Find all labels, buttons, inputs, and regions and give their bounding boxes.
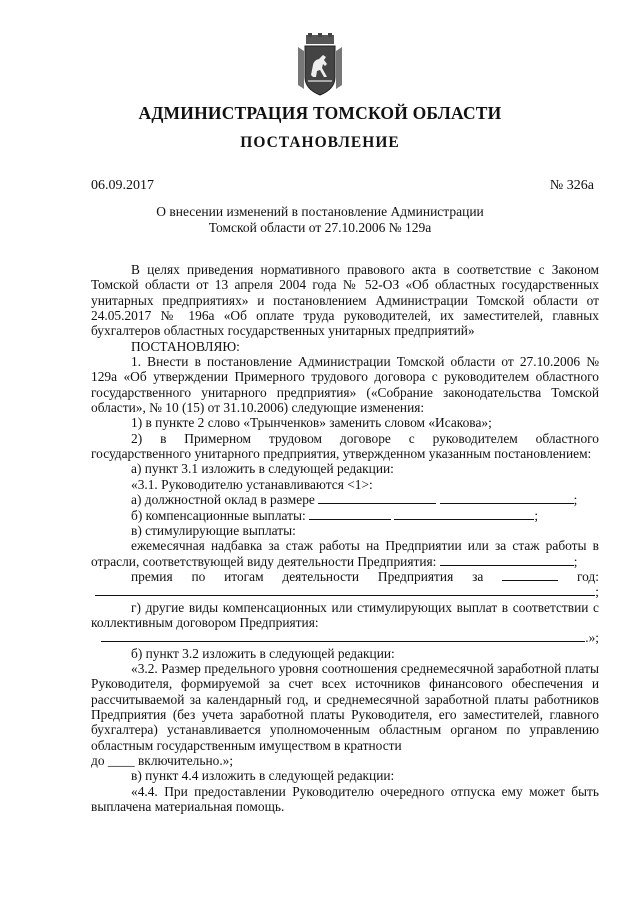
premium-word: деятельности [282, 568, 360, 584]
doc-subject [0, 204, 640, 235]
subitem-c: в) пункт 4.4 изложить в следующей редакции: [131, 768, 395, 784]
clause-3-2: «3.2. Размер предельного уровня соотношения среднемесячной заработной платы Руководителя, формируемой за счет всех источников финансового обеспечения и рассчитываемой за календарный год, и среднемесячной заработной платы работников Предприятия (без учета заработной платы Руководителя, его заместителей, главного бухгалтера) устанавливается уполномоченным областным органом по управлению областным государственным имуществом в кратности [91, 660, 599, 753]
decree-word: ПОСТАНОВЛЯЮ: [131, 338, 240, 354]
org-title: АДМИНИСТРАЦИЯ ТОМСКОЙ ОБЛАСТИ [138, 103, 502, 123]
subitem-a: а) пункт 3.1 изложить в следующей редакции: [131, 461, 394, 477]
preamble: В целях приведения нормативного правового акта в соответствие с Законом Томской области от 13 апреля 2004 года № 52-ОЗ «Об областных государственных унитарных предприятиях» и постановлением Администрации Томской области от 24.05.2017 № 196а «Об оплате труда руководителей, их заместителей, главных бухгалтеров областных государственных унитарных предприятий» [91, 262, 599, 339]
clause-4-4: «4.4. При предоставлении Руководителю очередного отпуска ему может быть выплачена материальная помощь. [91, 783, 599, 815]
premium-word: по [191, 568, 206, 584]
subject-line-2: Томской области от 27.10.2006 № 129а [208, 219, 432, 235]
item-1-2: 2) в Примерном трудовом договоре с руководителем областного государственного унитарного предприятия, утвержденном указанным постановлением: [91, 430, 599, 462]
clause-3-1: «3.1. Руководителю устанавливаются <1>: [131, 476, 373, 492]
bonus-line: ежемесячная надбавка за стаж работы на Предприятии или за стаж работы в отрасли, соответствующей виду деятельности Предприятия: ; [91, 538, 599, 569]
comp-line: б) компенсационные выплаты: ; [131, 507, 539, 523]
doc-body [91, 262, 599, 814]
doc-number: № 326а [549, 178, 594, 193]
premium-word: за [472, 568, 484, 584]
blank-line [394, 508, 534, 520]
blank-line [318, 492, 436, 504]
doc-type: ПОСТАНОВЛЕНИЕ [240, 134, 400, 151]
tomsk-coat-of-arms-icon [294, 33, 346, 97]
premium-word: год: [576, 568, 599, 584]
stim-line: в) стимулирующие выплаты: [131, 522, 296, 538]
blank-line [95, 584, 595, 596]
blank-line [502, 569, 558, 581]
clause-3-2-end: до ____ включительно.»; [91, 753, 234, 768]
premium-blank-row: ; [91, 584, 599, 599]
blank-line [440, 492, 574, 504]
premium-line [91, 569, 599, 584]
premium-word: премия [131, 568, 173, 584]
doc-date: 06.09.2017 [91, 178, 154, 193]
other-payments: г) другие виды компенсационных или стимулирующих выплат в соответствии с коллективным договором Предприятия: [91, 599, 599, 630]
salary-line: а) должностной оклад в размере ; [131, 492, 578, 508]
comp-label: б) компенсационные выплаты: [131, 507, 306, 523]
other-blank-row [91, 630, 599, 645]
bonus-text: ежемесячная надбавка за стаж работы на Предприятии или за стаж работы в отрасли, соответствующей виду деятельности Предприятия: [91, 538, 599, 569]
end-quote: .»; [585, 630, 599, 646]
subitem-b: б) пункт 3.2 изложить в следующей редакции: [131, 645, 395, 661]
item-1-1: 1) в пункте 2 слово «Трынченков» заменить словом «Исакова»; [131, 415, 492, 431]
blank-line [101, 630, 585, 642]
blank-line [309, 508, 391, 520]
premium-word: Предприятия [377, 568, 454, 584]
premium-word: итогам [224, 568, 264, 584]
blank-line [440, 554, 574, 566]
salary-label: а) должностной оклад в размере [131, 492, 315, 508]
item-1: 1. Внести в постановление Администрации Томской области от 27.10.2006 № 129а «Об утверждении Примерного трудового договора с руководителем областного государственного унитарного предприятия» («Собрание законодательства Томской области», № 10 (15) от 31.10.2006) следующие изменения: [91, 354, 599, 416]
subject-line-1: О внесении изменений в постановление Администрации [156, 204, 484, 219]
